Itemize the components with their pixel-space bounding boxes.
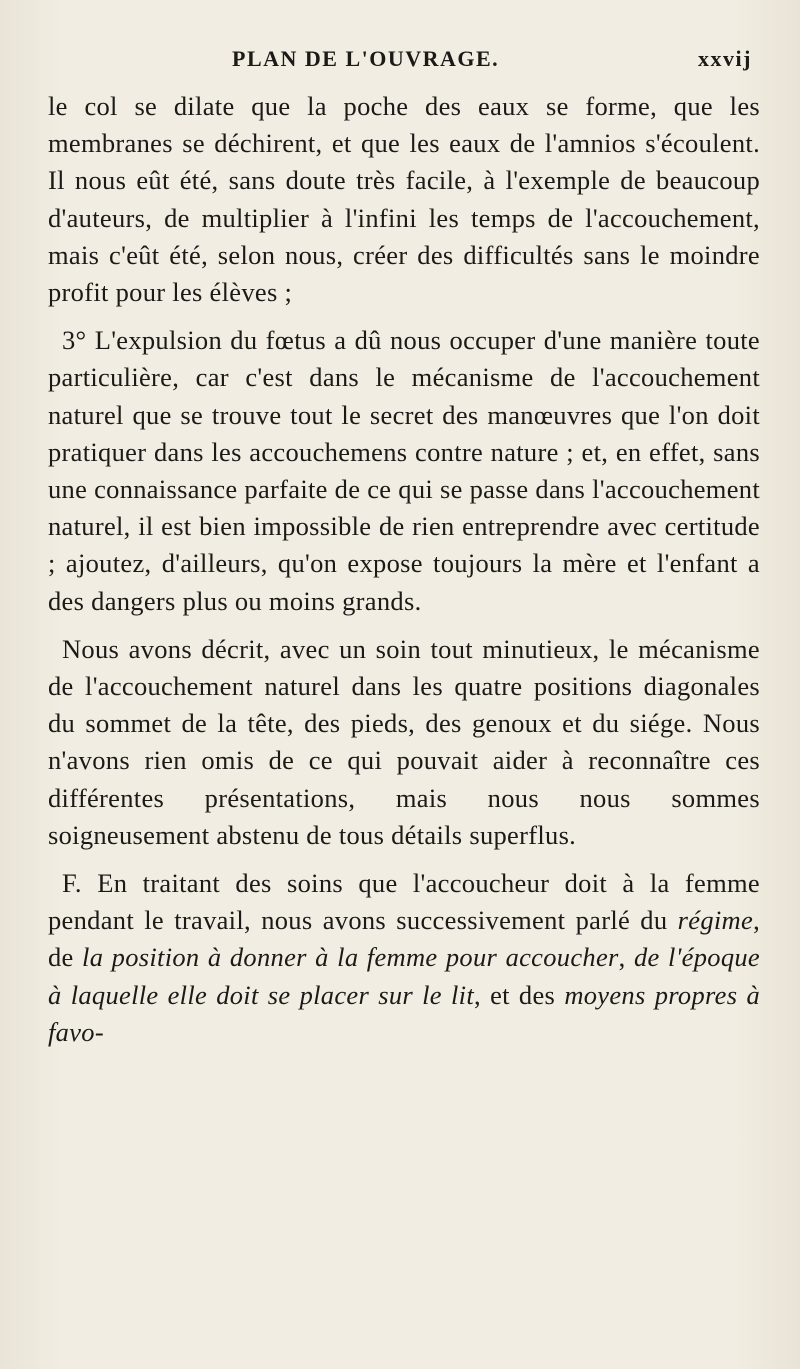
care-italic-moyens: moyens propres à favo- [48, 979, 761, 1047]
paragraph-mechanism: Nous avons décrit, avec un soin tout minutieux, le mécanisme de l'accouchement naturel dans les quatre positions diagonales du sommet de la tête, des pieds, des genoux et du siége. Nous n'avons rien omis de ce qui pouvait aider à reconnaître ces différentes présentations, mais nous nous sommes soigneusement abstenu de tous détails superflus. [48, 633, 760, 850]
care-italic-position: la position à donner à la femme pour accoucher [82, 942, 619, 973]
care-sep-1: , de [48, 905, 760, 973]
care-sep-3: , et des [474, 979, 565, 1010]
care-sep-2: , [618, 942, 634, 973]
care-italic-epoque: de l'époque à laquelle elle doit se placer sur le lit [48, 942, 760, 1010]
paragraph-continuation: le col se dilate que la poche des eaux se forme, que les membranes se déchirent, et que les eaux de l'amnios s'écoulent. Il nous eût été, sans doute très facile, à l'exemple de beaucoup d'auteurs, de multiplier à l'infini les temps de l'accouchement, mais c'eût été, selon nous, créer des difficultés sans le moindre profit pour les élèves ; [48, 91, 760, 308]
care-italic-regime: régime [677, 905, 754, 936]
paragraph-care [48, 865, 760, 1051]
header-title: PLAN DE L'OUVRAGE. [232, 46, 500, 71]
care-intro: F. En traitant des soins que l'accoucheur doit à la femme pendant le travail, nous avons successivement parlé du [48, 868, 760, 936]
paragraph-expulsion: 3° L'expulsion du fœtus a dû nous occuper d'une manière toute particulière, car c'est dans le mécanisme de l'accouchement naturel que se trouve tout le secret des manœuvres que l'on doit pratiquer dans les accouchemens contre nature ; et, en effet, sans une connaissance parfaite de ce qui se passe dans l'accouchement naturel, il est bien impossible de rien entreprendre avec certitude ; ajoutez, d'ailleurs, qu'on expose toujours la mère et l'enfant a des dangers plus ou moins grands. [48, 325, 760, 616]
running-header [232, 46, 752, 76]
page-body [48, 88, 760, 1051]
page-number: xxvij [698, 46, 752, 71]
